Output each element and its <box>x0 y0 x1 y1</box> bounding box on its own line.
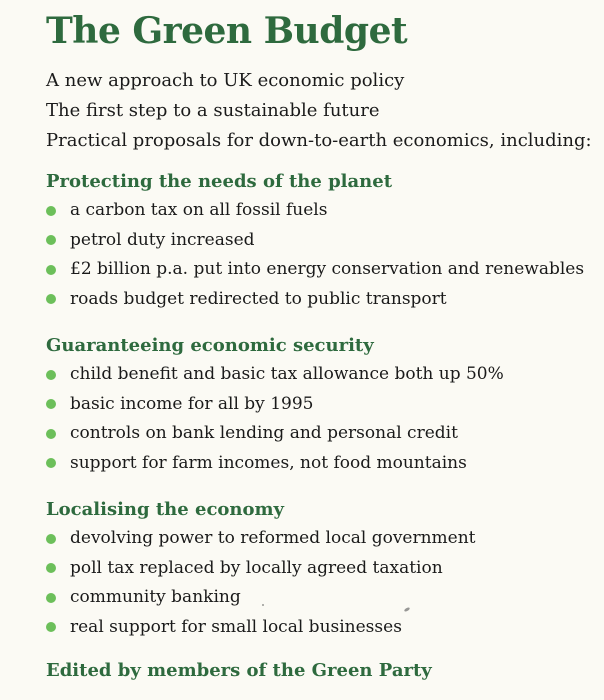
list-item <box>46 419 504 449</box>
list-item <box>46 255 584 285</box>
bullet-dot-icon <box>46 206 56 216</box>
bullet-list <box>46 360 504 478</box>
list-item-text: support for farm incomes, not food mountains <box>70 452 467 473</box>
bullet-dot-icon <box>46 622 56 632</box>
section-heading: Localising the economy <box>46 499 285 520</box>
list-item <box>46 226 584 256</box>
paper-speck <box>262 604 264 606</box>
list-item <box>46 360 504 390</box>
list-item <box>46 449 504 479</box>
list-item <box>46 613 476 643</box>
section-economic-security <box>46 332 504 478</box>
list-item-text: poll tax replaced by locally agreed taxation <box>70 557 443 578</box>
list-item-text: £2 billion p.a. put into energy conservation and renewables <box>70 259 585 279</box>
bullet-dot-icon <box>46 429 56 439</box>
list-item <box>46 554 476 584</box>
intro-line: A new approach to UK economic policy <box>46 70 405 91</box>
bullet-dot-icon <box>46 534 56 544</box>
list-item-text: community banking <box>70 587 241 607</box>
list-item <box>46 390 504 420</box>
bullet-list <box>46 196 584 314</box>
intro-block <box>46 66 592 156</box>
section-heading: Guaranteeing economic security <box>46 335 374 356</box>
intro-line: Practical proposals for down-to-earth economics, including: <box>46 130 592 151</box>
list-item-text: a carbon tax on all fossil fuels <box>70 200 328 220</box>
bullet-dot-icon <box>46 458 56 468</box>
page-title: The Green Budget <box>46 10 408 52</box>
list-item-text: roads budget redirected to public transport <box>70 288 447 309</box>
bullet-dot-icon <box>46 593 56 603</box>
bullet-list <box>46 524 476 642</box>
bullet-dot-icon <box>46 294 56 304</box>
bullet-dot-icon <box>46 370 56 380</box>
list-item-text: devolving power to reformed local government <box>70 528 476 548</box>
footer-credit: Edited by members of the Green Party <box>46 660 432 681</box>
bullet-dot-icon <box>46 235 56 245</box>
list-item-text: basic income for all by 1995 <box>70 393 314 414</box>
list-item <box>46 583 476 613</box>
section-protecting-planet <box>46 168 584 314</box>
list-item-text: petrol duty increased <box>70 229 255 250</box>
intro-line: The first step to a sustainable future <box>46 100 380 121</box>
list-item <box>46 196 584 226</box>
list-item <box>46 524 476 554</box>
list-item-text: real support for small local businesses <box>70 616 402 637</box>
bullet-dot-icon <box>46 563 56 573</box>
section-localising-economy <box>46 496 476 642</box>
bullet-dot-icon <box>46 265 56 275</box>
bullet-dot-icon <box>46 399 56 409</box>
section-heading: Protecting the needs of the planet <box>46 171 393 192</box>
list-item-text: child benefit and basic tax allowance both up 50% <box>70 364 504 384</box>
list-item <box>46 285 584 315</box>
list-item-text: controls on bank lending and personal credit <box>70 423 458 443</box>
